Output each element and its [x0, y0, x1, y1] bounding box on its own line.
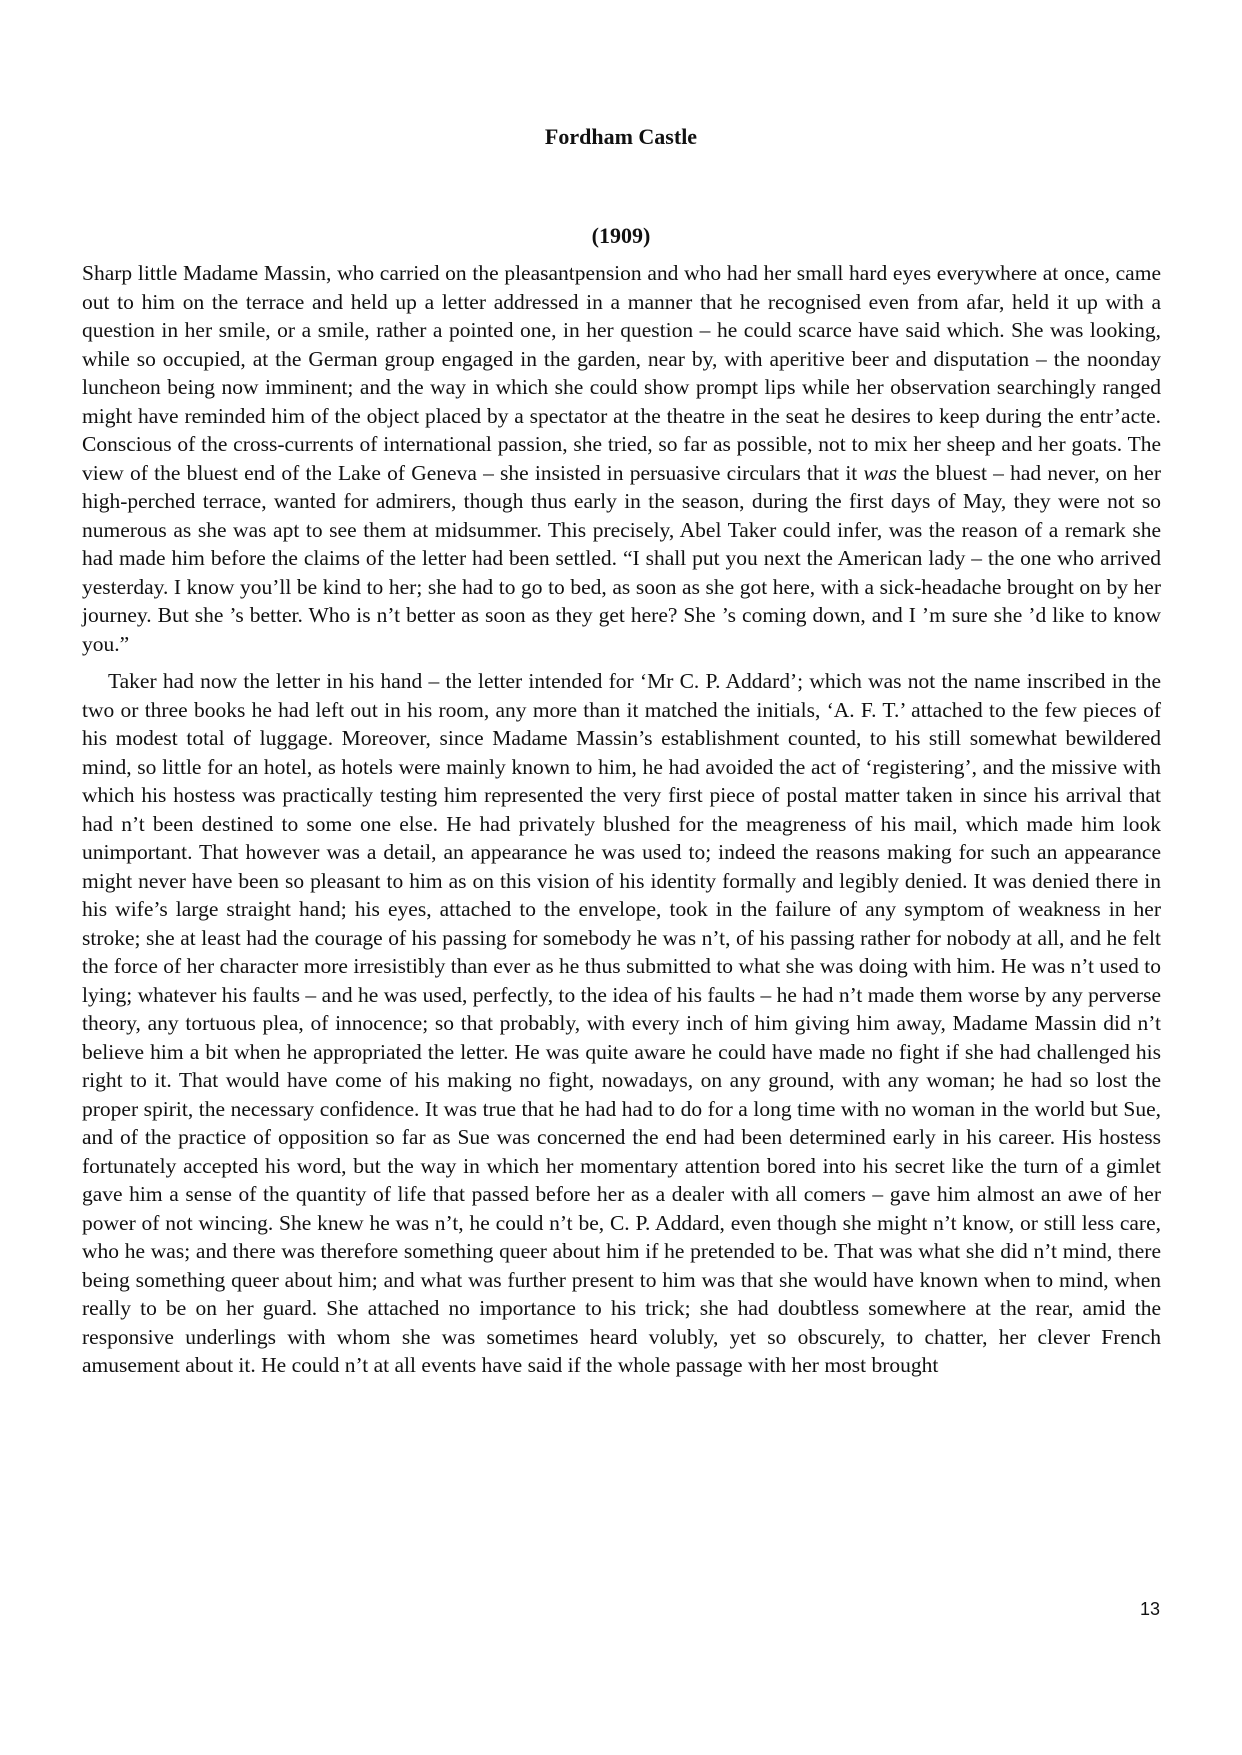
paragraph-1	[82, 259, 1161, 658]
paragraph-1-emphasis: was	[863, 460, 897, 485]
paragraph-1-text-b: the bluest – had never, on her high-perched terrace, wanted for admirers, though thus early in the season, during the first days of May, they were not so numerous as she was apt to see them at midsummer. This precisely, Abel Taker could infer, was the reason of a remark she had made him before the claims of the letter had been settled. “I shall put you next the American lady – the one who arrived yesterday. I know you’ll be kind to her; she had to go to bed, as soon as she got here, with a sick-headache brought on by her journey. But she ’s better. Who is n’t better as soon as they get here? She ’s coming down, and I ’m sure she ’d like to know you.”	[82, 460, 1161, 656]
story-body	[82, 259, 1161, 1380]
paragraph-2: Taker had now the letter in his hand – the letter intended for ‘Mr C. P. Addard’; which was not the name inscribed in the two or three books he had left out in his room, any more than it matched the initials, ‘A. F. T.’ attached to the few pieces of his modest total of luggage. Moreover, since Madame Massin’s establishment counted, to his still somewhat bewildered mind, so little for an hotel, as hotels were mainly known to him, he had avoided the act of ‘registering’, and the missive with which his hostess was practically testing him represented the very first piece of postal matter taken in since his arrival that had n’t been destined to some one else. He had privately blushed for the meagreness of his mail, which made him look unimportant. That however was a detail, an appearance he was used to; indeed the reasons making for such an appearance might never have been so pleasant to him as on this vision of his identity formally and legibly denied. It was denied there in his wife’s large straight hand; his eyes, attached to the envelope, took in the failure of any symptom of weakness in her stroke; she at least had the courage of his passing for somebody he was n’t, of his passing rather for nobody at all, and he felt the force of her character more irresistibly than ever as he thus submitted to what she was doing with him. He was n’t used to lying; whatever his faults – and he was used, perfectly, to the idea of his faults – he had n’t made them worse by any perverse theory, any tortuous plea, of innocence; so that probably, with every inch of him giving him away, Madame Massin did n’t believe him a bit when he appropriated the letter. He was quite aware he could have made no fight if she had challenged his right to it. That would have come of his making no fight, nowadays, on any ground, with any woman; he had so lost the proper spirit, the necessary confidence. It was true that he had had to do for a long time with no woman in the world but Sue, and of the practice of opposition so far as Sue was concerned the end had been determined early in his career. His hostess fortunately accepted his word, but the way in which her momentary attention bored into his secret like the turn of a gimlet gave him a sense of the quantity of life that passed before her as a dealer with all comers – gave him almost an awe of her power of not wincing. She knew he was n’t, he could n’t be, C. P. Addard, even though she might n’t know, or still less care, who he was; and there was therefore something queer about him if he pretended to be. That was what she did n’t mind, there being something queer about him; and what was further present to him was that she would have known when to mind, when really to be on her guard. She attached no importance to his trick; she had doubtless somewhere at the rear, amid the responsive underlings with whom she was sometimes heard volubly, yet so obscurely, to chatter, her clever French amusement about it. He could n’t at all events have said if the whole passage with her most brought	[82, 669, 1161, 1377]
page-number: 13	[1139, 1599, 1160, 1619]
story-title: Fordham Castle	[544, 124, 698, 149]
story-year: (1909)	[591, 223, 651, 248]
paragraph-1-text-a: Sharp little Madame Massin, who carried on the pleasantpension and who had her small hard eyes everywhere at once, came out to him on the terrace and held up a letter addressed in a manner that he recognised even from afar, held it up with a question in her smile, or a smile, rather a pointed one, in her question – he could scarce have said which. She was looking, while so occupied, at the German group engaged in the garden, near by, with aperitive beer and disputation – the noonday luncheon being now imminent; and the way in which she could show prompt lips while her observation searchingly ranged might have reminded him of the object placed by a spectator at the theatre in the seat he desires to keep during the entr’acte. Conscious of the cross-currents of international passion, she tried, so far as possible, not to mix her sheep and her goats. The view of the bluest end of the Lake of Geneva – she insisted in persuasive circulars that it	[82, 261, 1161, 485]
